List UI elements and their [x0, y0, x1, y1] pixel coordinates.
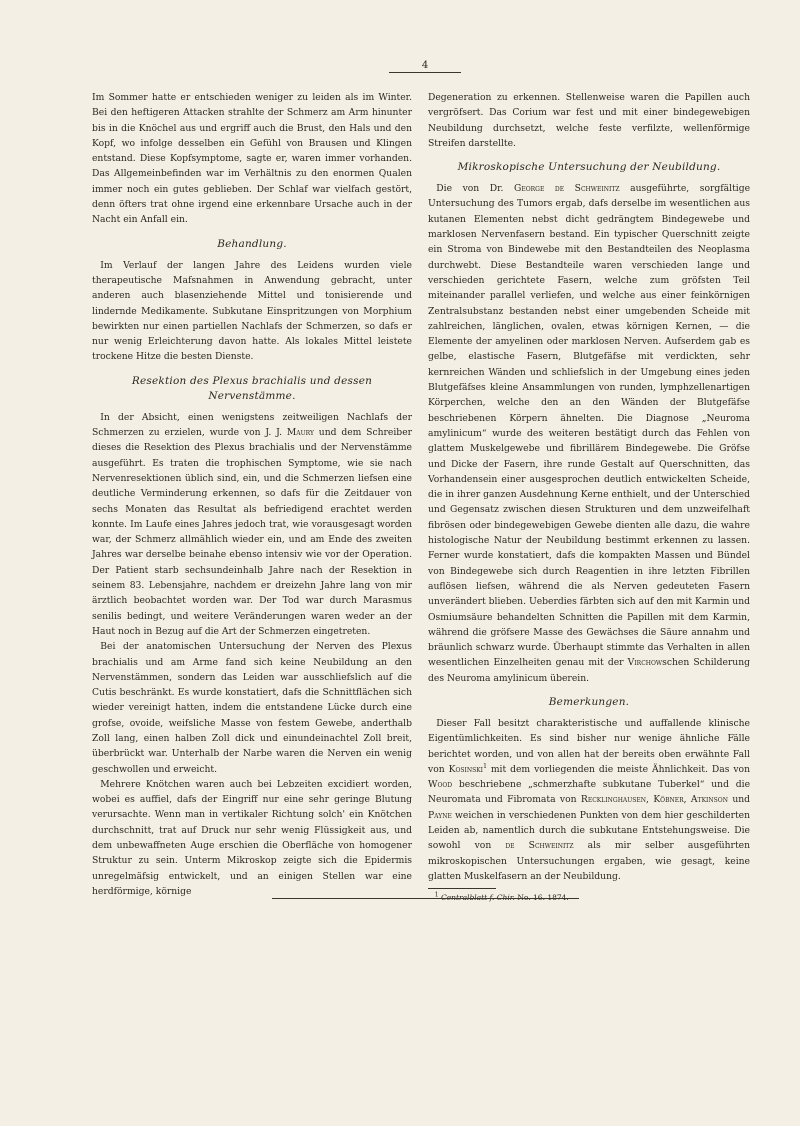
- author-name: Payne: [428, 809, 452, 821]
- text-run: In der Absicht, einen wenigstens zeitweiligen Nachlafs der Schmerzen zu erzielen, wurde von J. J.: [92, 411, 412, 439]
- author-name: George de Schweinitz: [514, 183, 620, 195]
- text-run: ausgeführte, sorgfältige Untersuchung des Tumors ergab, dafs derselbe im wesentlichen aus kutanen Elementen nebst dicht gedrängtem Bindegewebe und marklosen Nervenfasern bestand. Ein typischer Querschnitt zeigte ein Stroma von Bindewebe mit den Bestandteilen des Neoplasma durchwebt. Diese Bestandteile waren verschieden lange und verschieden gerichtete Fasern, welche zum gröfsten Teil miteinander parallel verliefen, und welche aus einer feinkörnigen Zentralsubstanz bestanden nebst einer umgebenden Scheide mit zahlreichen, länglichen, ovalen, etwas körnigen Kernen, — die Elemente der amyelinen oder marklosen Nerven. Aufserdem gab es gelbe, elastische Fasern, Blutgefäfse mit verdickten, sehr kernreichen Wänden und schliefslich in der Umgebung eines jeden Blutgefäfses kleine Ansammlungen von runden, lymphzellenartigen Körperchen, welche den an den Wänden der Blutgefäfse beschriebenen Körpern ähnelten. Die Diagnose „Neuroma amylinicum“ wurde des weiteren bestätigt durch das Fehlen von glattem Muskelgewebe und fibrillärem Bindegewebe. Die Gröfse und Dicke der Fasern, ihre runde Gestalt auf Querschnitten, das Vorhandensein einer ausgesprochen deutlich entwickelten Scheide, die in ihrer ganzen Ausdehnung Kerne enthielt, und der Unterschied und Gegensatz zwischen diesen Strukturen und dem unzweifelhaft fibrösen oder bindegewebigen Gewebe dienten alle dazu, die wahre histologische Natur der Neubildung bestimmt erkennen zu lassen. Ferner wurde konstatiert, dafs die kompakten Massen und Bündel von Bindegewebe sich durch Reagentien in ihre letzten Fibrillen auflösen liefsen, während die als Nerven gedeuteten Fasern unverändert blieben. Ueberdies färbten sich auf den mit Karmin und Osmiumsäure behandelten Schnitten die Papillen mit dem Karmin, während die gröfsere Masse des Gewächses die Säure annahm und bräunlich schwarz wurde. Überhaupt stimmte das Verhalten in allen wesentlichen Einzelheiten genau mit der: [428, 183, 751, 669]
- footnote-rule: [428, 888, 496, 889]
- section-heading-mikroskopische-untersuchung: Mikroskopische Untersuchung der Neubildung.: [457, 161, 721, 174]
- footnote-text: No. 16. 1874.: [517, 893, 569, 903]
- page-number: 4: [421, 60, 429, 71]
- text-run: mit dem vorliegenden die meiste Ähnlichkeit. Das von: [490, 763, 750, 775]
- paragraph: Mehrere Knötchen waren auch bei Lebzeiten excidiert worden, wobei es auffiel, dafs der Eingriff nur eine sehr geringe Blutung verursachte. Wenn man in vertikaler Richtung solch' ein Knötchen durchschnitt, trat auf Druck nur sehr wenig Flüssigkeit aus, und dem unbewaffneten Auge erschien die Oberfläche von homogener Struktur zu sein. Unterm Mikroskop zeigte sich die Epidermis unregelmäfsig entwickelt, und an einigen Stellen war eine herdförmige, körnige: [92, 778, 412, 897]
- text-run: Dieser Fall besitzt charakteristische und auffallende klinische Eigentümlichkeiten. Es sind bisher nur wenige ähnliche Fälle berichtet worden, und von allen hat der bereits oben erwähnte Fall von: [428, 717, 750, 775]
- bottom-rule: [272, 898, 579, 899]
- paragraph: Im Sommer hatte er entschieden weniger zu leiden als im Winter. Bei den heftigeren Attacken strahlte der Schmerz am Arm hinunter bis in die Knöchel aus und ergriff auch die Brust, den Hals und den Kopf, wo infolge desselben ein Gefühl von Brausen und Klingen entstand. Diese Kopfsymptome, sagte er, waren immer vorhanden. Das Allgemeinbefinden war im Verhältnis zu den enormen Qualen immer noch ein gutes geblieben. Der Schlaf war vielfach gestört, denn öfters trat ohne irgend eine erkennbare Ursache auch in der Nacht ein Anfall ein.: [92, 92, 412, 226]
- right-column: [428, 90, 750, 903]
- footnote-source: Centralblatt f. Chir.: [440, 893, 515, 903]
- left-column: [92, 90, 412, 899]
- text-run: weichen in verschiedenen Punkten von dem hier geschilderten Leiden ab, namentlich durch die subkutane Entstehungsweise. Die sowohl von: [428, 809, 751, 852]
- header-rule: [389, 72, 461, 73]
- paragraph: [428, 716, 750, 884]
- author-name: Wood: [428, 779, 453, 791]
- author-name: Kosinski: [448, 763, 484, 775]
- footnote-marker: 1: [483, 762, 487, 770]
- text-run: Die von Dr.: [436, 183, 504, 195]
- section-heading-bemerkungen: Bemerkungen.: [548, 695, 630, 708]
- paragraph: Im Verlauf der langen Jahre des Leidens wurden viele therapeutische Mafsnahmen in Anwendung gebracht, unter anderen auch blasenziehende Mittel und tonisierende und lindernde Medikamente. Subkutane Einspritzungen von Morphium bewirkten nur einen partiellen Nachlafs der Schmerzen, so dafs er nur wenig Erleichterung davon hatte. Als lokales Mittel leistete trockene Hitze die besten Dienste.: [92, 259, 412, 363]
- paragraph: Bei der anatomischen Untersuchung der Nerven des Plexus brachialis und am Arme fand sich keine Neubildung an den Nervenstämmen, sondern das Leiden war ausschliefslich auf die Cutis beschränkt. Es wurde konstatiert, dafs die Schnittflächen sich wieder vereinigt hatten, indem die entstandene Lücke durch eine grofse, ovoide, weifsliche Masse von festem Gewebe, anderthalb Zoll lang, einen halben Zoll dick und einundeinachtel Zoll breit, überbrückt war. Unterhalb der Narbe waren die Nerven ein wenig geschwollen und erweicht.: [92, 641, 412, 775]
- author-name: Virchow: [627, 657, 663, 669]
- text-run: und dem Schreiber dieses die Resektion des Plexus brachialis und der Nervenstämme ausgeführt. Es traten die trophischen Symptome, wie sie nach Nervenresektionen üblich sind, ein, und die Schmerzen liefsen eine deutliche Verminderung erkennen, so dafs für die Zeitdauer von sechs Monaten das Resultat als befriedigend erachtet werden konnte. Im Laufe eines Jahres jedoch trat, wie vorausgesagt worden war, der Schmerz allmählich wieder ein, und am Ende des zweiten Jahres war derselbe beinahe ebenso intensiv wie vor der Operation. Der Patient starb sechsundeinhalb Jahre nach der Resektion in seinem 83. Lebensjahre, nachdem er dreizehn Jahre lang von mir ärztlich beobachtet worden war. Der Tod war durch Marasmus senilis bedingt, und weitere Veränderungen waren weder an der Haut noch in Bezug auf die Art der Schmerzen eingetreten.: [92, 427, 413, 637]
- footnote-number: 1: [434, 891, 439, 899]
- paragraph: [428, 181, 750, 686]
- author-name: de Schweinitz: [505, 840, 574, 852]
- author-name: Maury: [286, 427, 314, 439]
- paragraph: [92, 410, 412, 639]
- paragraph: Degeneration zu erkennen. Stellenweise waren die Papillen auch vergröfsert. Das Corium war fest und mit einer bindegewebigen Neubildung durchsetzt, welche feste verfilzte, wellenförmige Streifen darstellte.: [428, 92, 750, 149]
- author-name: Recklinghausen, Köbner, Atkinson: [580, 794, 728, 806]
- text-run: und: [732, 794, 751, 806]
- text-run: beschriebene „schmerzhafte subkutane Tuberkel“ und die Neuromata und Fibromata von: [428, 779, 751, 806]
- section-heading-behandlung: Behandlung.: [217, 237, 287, 250]
- text-run: schen Schilderung des Neuroma amylinicum überein.: [428, 657, 751, 684]
- section-heading-resektion: Resektion des Plexus brachialis und dessen Nervenstämme.: [131, 374, 373, 402]
- text-run: als mir selber ausgeführten mikroskopischen Untersuchungen ergaben, wie gesagt, keine glatten Muskelfasern an der Neubildung.: [428, 840, 750, 882]
